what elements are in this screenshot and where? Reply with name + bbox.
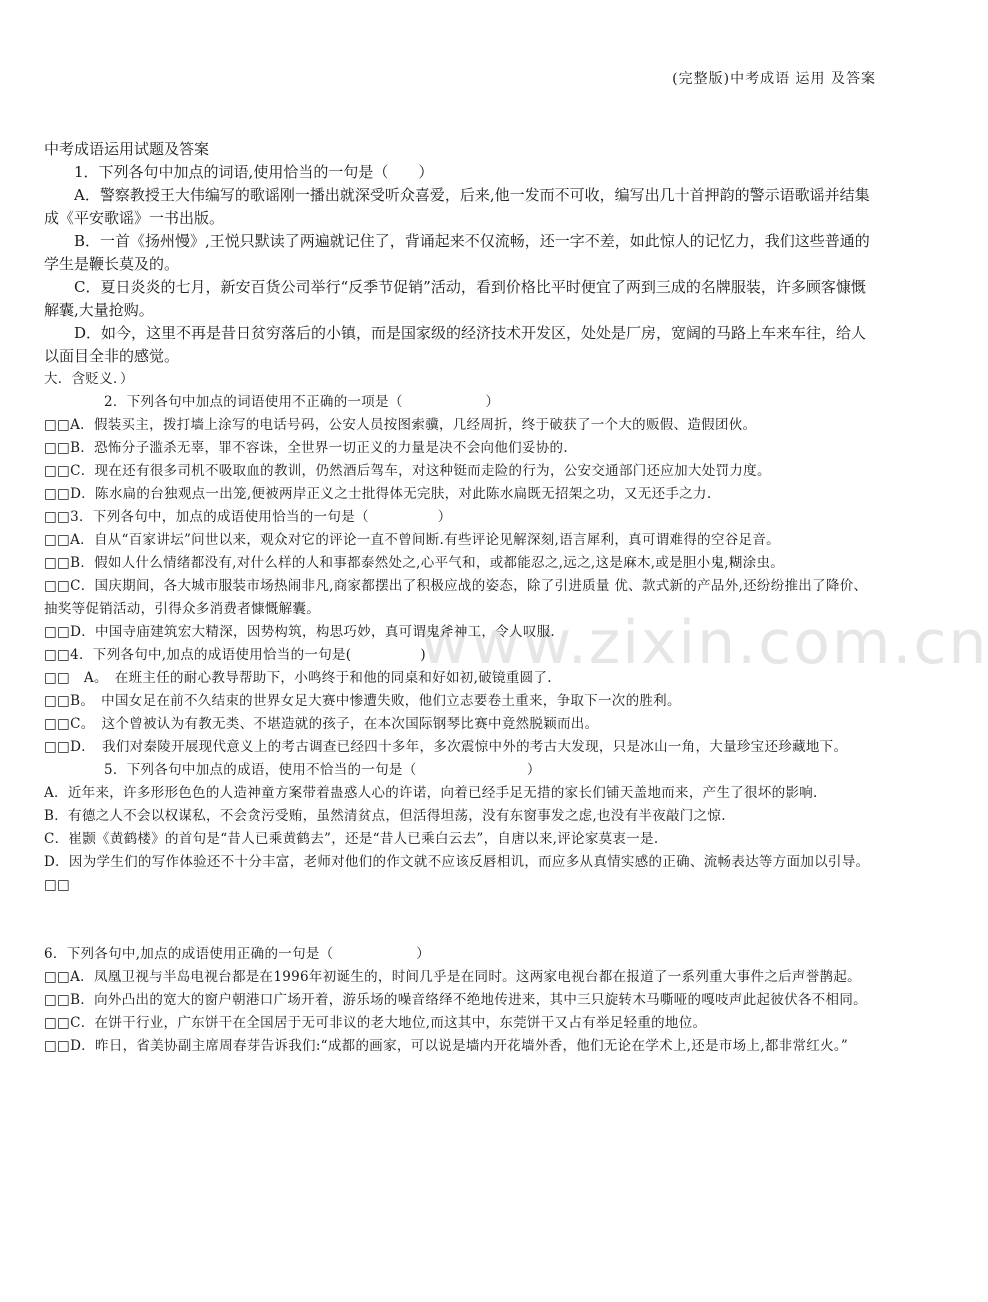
option-c: □□C．现在还有很多司机不吸取血的教训，仍然酒后驾车，对这种铤而走险的行为，公安交通部门还应加大处罚力度。 xyxy=(44,463,771,479)
option-b: □□B．假如人什么情绪都没有,对什么样的人和事都泰然处之,心平气和，或都能忍之,远之,这是麻木,或是胆小鬼,糊涂虫。 xyxy=(44,555,785,571)
watermark: www.zixin.com.cn xyxy=(420,608,988,678)
option-b: □□B．恐怖分子滥杀无辜，罪不容诛，全世界一切正义的力量是决不会向他们妥协的. xyxy=(44,440,568,456)
option-a: A．警察教授王大伟编写的歌谣刚一播出就深受听众喜爱，后来,他一发而不可收，编写出几十首押韵的警示语歌谣并结集成《平安歌谣》一书出版。 xyxy=(44,186,870,227)
option-c: □□C．在饼干行业，广东饼干在全国居于无可非议的老大地位,而这其中，东莞饼干又占有举足轻重的地位。 xyxy=(44,1015,707,1031)
spacer xyxy=(44,897,878,943)
question-2 xyxy=(44,391,878,506)
question-3 xyxy=(44,506,878,644)
option-c: C．夏日炎炎的七月，新安百货公司举行“反季节促销”活动，看到价格比平时便宜了两到三成的名牌服装，许多顾客慷慨解囊,大量抢购。 xyxy=(44,278,866,319)
question-stem: 2．下列各句中加点的词语使用不正确的一项是（ ） xyxy=(104,394,500,410)
option-d: D．因为学生们的写作体验还不十分丰富，老师对他们的作文就不应该反唇相讥，而应多从真情实感的正确、流畅表达等方面加以引导。 xyxy=(44,854,870,870)
page-header: (完整版)中考成语 运用 及答案 xyxy=(672,71,876,87)
question-stem: 1．下列各句中加点的词语,使用恰当的一句是（ ） xyxy=(74,163,434,181)
option-d: D．如今，这里不再是昔日贫穷落后的小镇，而是国家级的经济技术开发区，处处是厂房，宽阔的马路上车来车往，给人以面目全非的感觉。 xyxy=(44,324,867,365)
option-d: □□D． 我们对秦陵开展现代意义上的考古调查已经四十多年，多次震惊中外的考古大发现，只是冰山一角，大量珍宝还珍藏地下。 xyxy=(44,739,848,755)
option-d: □□D．昨日，省美协副主席周春芽告诉我们:“成都的画家，可以说是墙内开花墙外香，他们无论在学术上,还是市场上,都非常红火。” xyxy=(44,1038,849,1054)
document-body xyxy=(44,138,878,1058)
question-4 xyxy=(44,644,878,759)
option-a: □□A．自从“百家讲坛”问世以来，观众对它的评论一直不曾间断.有些评论见解深刻,语言犀利，真可谓难得的空谷足音。 xyxy=(44,532,780,548)
question-stem: □□4．下列各句中,加点的成语使用恰当的一句是( ) xyxy=(44,647,426,663)
question-stem: □□3．下列各句中，加点的成语使用恰当的一句是（ ） xyxy=(44,509,452,525)
answer-note: 大．含贬义．） xyxy=(44,371,134,387)
option-a: □□ A。 在班主任的耐心教导帮助下，小鸣终于和他的同桌和好如初,破镜重圆了. xyxy=(44,670,552,686)
option-a: □□A．凤凰卫视与半岛电视台都是在1996年初诞生的，时间几乎是在同时。这两家电视台都在报道了一系列重大事件之后声誉鹊起。 xyxy=(44,969,861,985)
option-a: A．近年来，许多形形色色的人造神童方案带着蛊惑人心的许诺，向着已经手足无措的家长们铺天盖地而来，产生了很坏的影响. xyxy=(44,785,818,801)
option-c: C．崔颢《黄鹤楼》的首句是“昔人已乘黄鹤去”，还是“昔人已乘白云去”，自唐以来,评论家莫衷一是. xyxy=(44,831,659,847)
placeholder-boxes: □□ xyxy=(44,877,71,893)
option-d: □□D．陈水扁的台独观点一出笼,便被两岸正义之士批得体无完肤，对此陈水扁既无招架之功，又无还手之力. xyxy=(44,486,712,502)
question-6 xyxy=(44,943,878,1058)
option-b: □□B。 中国女足在前不久结束的世界女足大赛中惨遭失败，他们立志要卷土重来，争取下一次的胜利。 xyxy=(44,693,681,709)
question-1 xyxy=(44,161,878,368)
option-c: □□C．国庆期间，各大城市服装市场热闹非凡,商家都摆出了积极应战的姿态，除了引进质量 优、款式新的产品外,还纷纷推出了降价、抽奖等促销活动，引得众多消费者慷慨解囊。 xyxy=(44,578,868,617)
document-title: 中考成语运用试题及答案 xyxy=(44,140,210,158)
option-b: □□B．向外凸出的宽大的窗户朝港口广场开着，游乐场的噪音络绎不绝地传进来，其中三只旋转木马嘶哑的嘎吱声此起彼伏各不相同。 xyxy=(44,992,867,1008)
option-c: □□C。 这个曾被认为有教无类、不堪造就的孩子，在本次国际钢琴比赛中竟然脱颖而出。 xyxy=(44,716,599,732)
question-stem: 5．下列各句中加点的成语，使用不恰当的一句是（ ） xyxy=(104,762,541,778)
question-5 xyxy=(44,759,878,897)
option-b: B．有德之人不会以权谋私，不会贪污受贿，虽然清贫点，但活得坦荡，没有东窗事发之虑,也没有半夜敲门之惊. xyxy=(44,808,726,824)
option-d: □□D．中国寺庙建筑宏大精深，因势构筑，构思巧妙，真可谓鬼斧神工，令人叹服. xyxy=(44,624,556,640)
question-stem: 6．下列各句中,加点的成语使用正确的一句是（ ） xyxy=(44,946,431,962)
option-b: B．一首《扬州慢》,王悦只默读了两遍就记住了，背诵起来不仅流畅，还一字不差，如此惊人的记忆力，我们这些普通的学生是鞭长莫及的。 xyxy=(44,232,870,273)
option-a: □□A．假装买主，拨打墙上涂写的电话号码，公安人员按图索骥，几经周折，终于破获了一个大的贩假、造假团伙。 xyxy=(44,417,757,433)
